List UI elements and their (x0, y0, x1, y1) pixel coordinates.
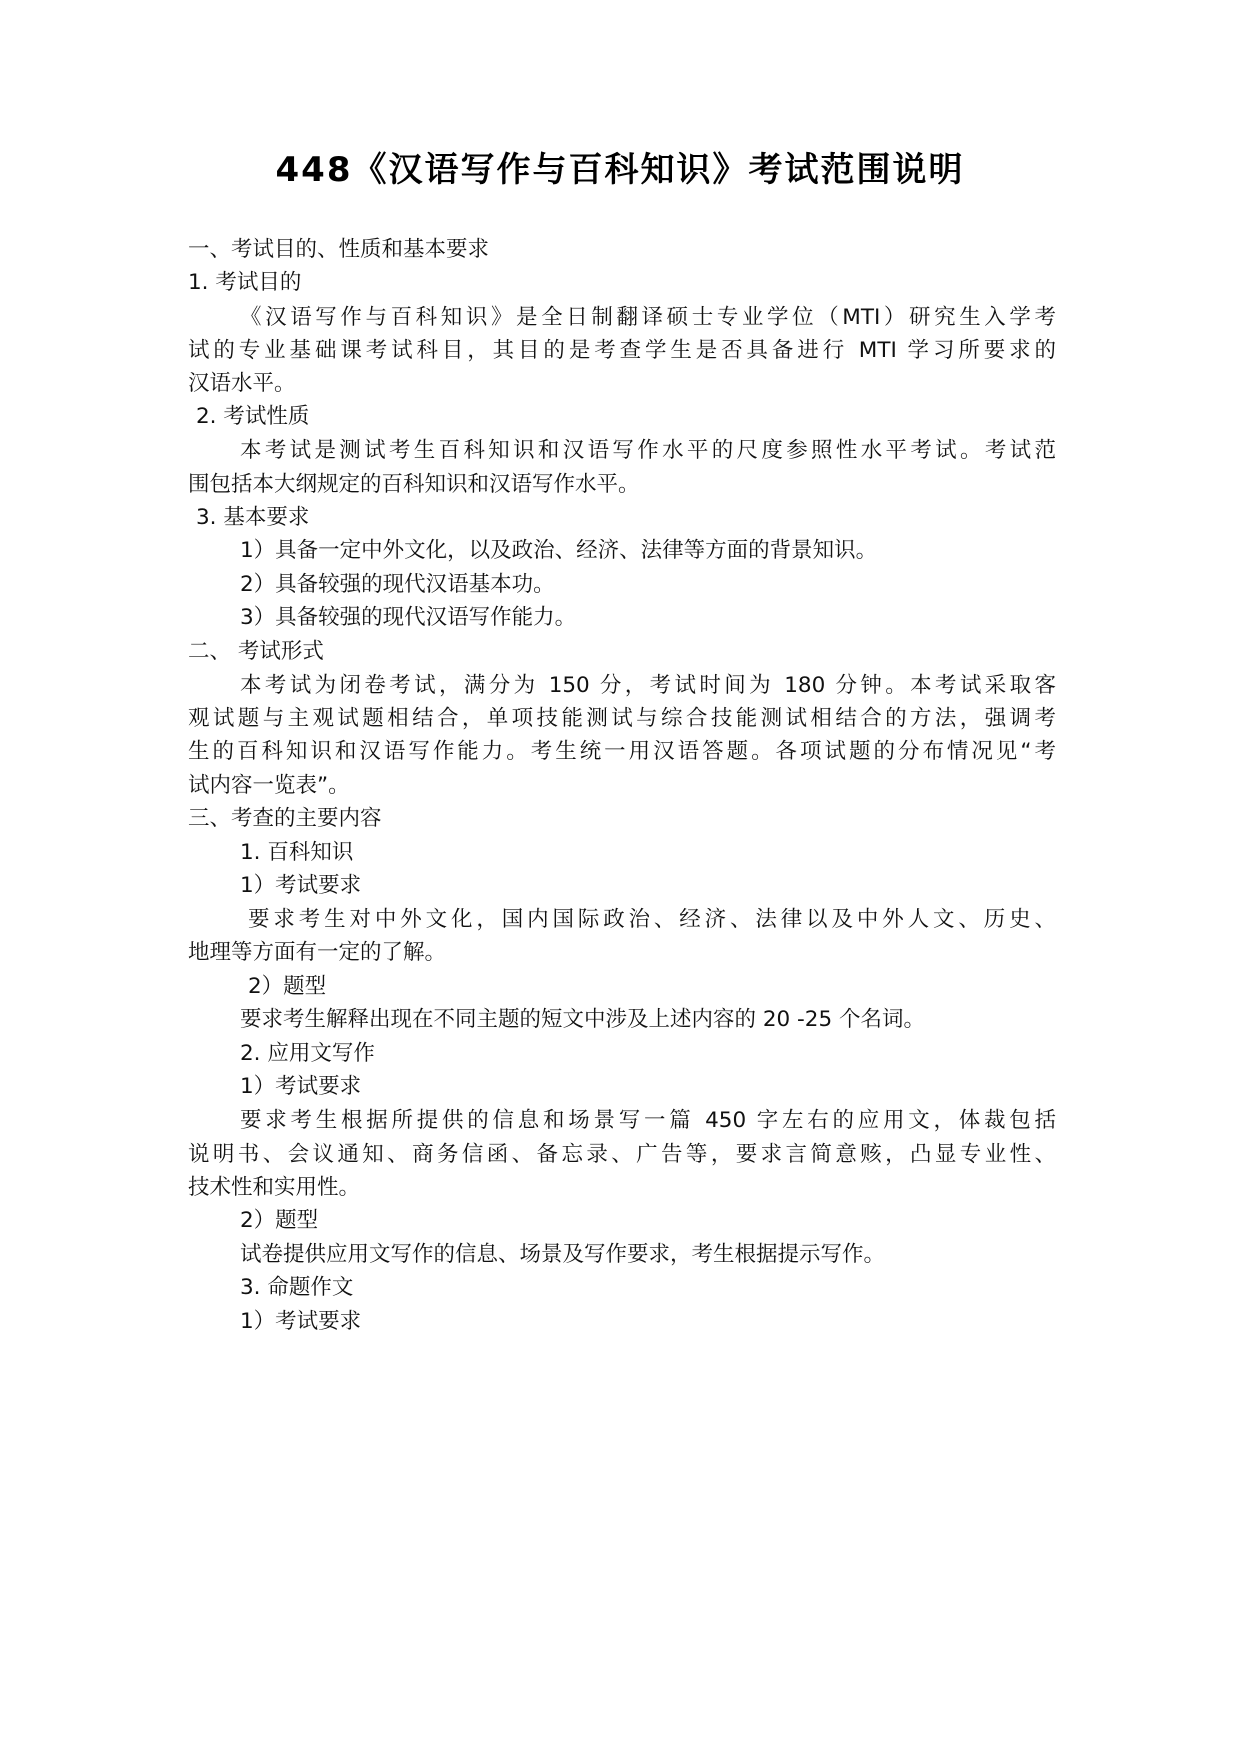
paragraph-line: 技术性和实用性。 (188, 1175, 361, 1200)
paragraph-line: 本考试为闭卷考试，满分为 150 分，考试时间为 180 分钟。本考试采取客 (240, 673, 1056, 698)
subheading-requirements: 1）考试要求 (240, 1074, 362, 1099)
paragraph-line: 围包括本大纲规定的百科知识和汉语写作水平。 (188, 472, 640, 497)
list-item: 1）具备一定中外文化，以及政治、经济、法律等方面的背景知识。 (240, 538, 878, 563)
section-heading-3: 三、考查的主要内容 (188, 806, 382, 831)
paragraph-line: 观试题与主观试题相结合，单项技能测试与综合技能测试相结合的方法，强调考 (188, 706, 1056, 731)
subheading-exam-purpose: 1. 考试目的 (188, 270, 302, 295)
section-heading-1: 一、考试目的、性质和基本要求 (188, 237, 490, 262)
subheading-practical-writing: 2. 应用文写作 (240, 1041, 375, 1066)
paragraph-line: 《汉语写作与百科知识》是全日制翻译硕士专业学位（MTI）研究生入学考 (240, 305, 1056, 330)
paragraph-line: 汉语水平。 (188, 371, 296, 396)
list-item: 2）具备较强的现代汉语基本功。 (240, 572, 555, 597)
section-heading-2: 二、 考试形式 (188, 639, 324, 664)
subheading-requirements: 1）考试要求 (240, 1309, 362, 1334)
list-item: 3）具备较强的现代汉语写作能力。 (240, 605, 577, 630)
subheading-encyclopedia: 1. 百科知识 (240, 840, 354, 865)
paragraph-line: 本考试是测试考生百科知识和汉语写作水平的尺度参照性水平考试。考试范 (240, 438, 1056, 463)
subheading-basic-requirements: 3. 基本要求 (196, 505, 310, 530)
subheading-exam-nature: 2. 考试性质 (196, 404, 310, 429)
paragraph-line: 要求考生解释出现在不同主题的短文中涉及上述内容的 20 -25 个名词。 (240, 1007, 925, 1032)
paragraph-line: 说明书、会议通知、商务信函、备忘录、广告等，要求言简意赅，凸显专业性、 (188, 1142, 1056, 1167)
paragraph-line: 试内容一览表”。 (188, 773, 350, 798)
paragraph-line: 试卷提供应用文写作的信息、场景及写作要求，考生根据提示写作。 (240, 1242, 886, 1267)
subheading-essay: 3. 命题作文 (240, 1275, 354, 1300)
subheading-requirements: 1）考试要求 (240, 873, 362, 898)
paragraph-line: 生的百科知识和汉语写作能力。考生统一用汉语答题。各项试题的分布情况见“考 (188, 739, 1056, 764)
paragraph-line: 地理等方面有一定的了解。 (188, 940, 447, 965)
paragraph-line: 要求考生对中外文化，国内国际政治、经济、法律以及中外人文、历史、 (248, 907, 1056, 932)
subheading-question-type: 2）题型 (240, 1208, 319, 1233)
paragraph-line: 要求考生根据所提供的信息和场景写一篇 450 字左右的应用文，体裁包括 (240, 1108, 1056, 1133)
paragraph-line: 试的专业基础课考试科目，其目的是考查学生是否具备进行 MTI 学习所要求的 (188, 338, 1056, 363)
document-title: 448《汉语写作与百科知识》考试范围说明 (275, 150, 965, 190)
subheading-question-type: 2）题型 (248, 974, 327, 999)
